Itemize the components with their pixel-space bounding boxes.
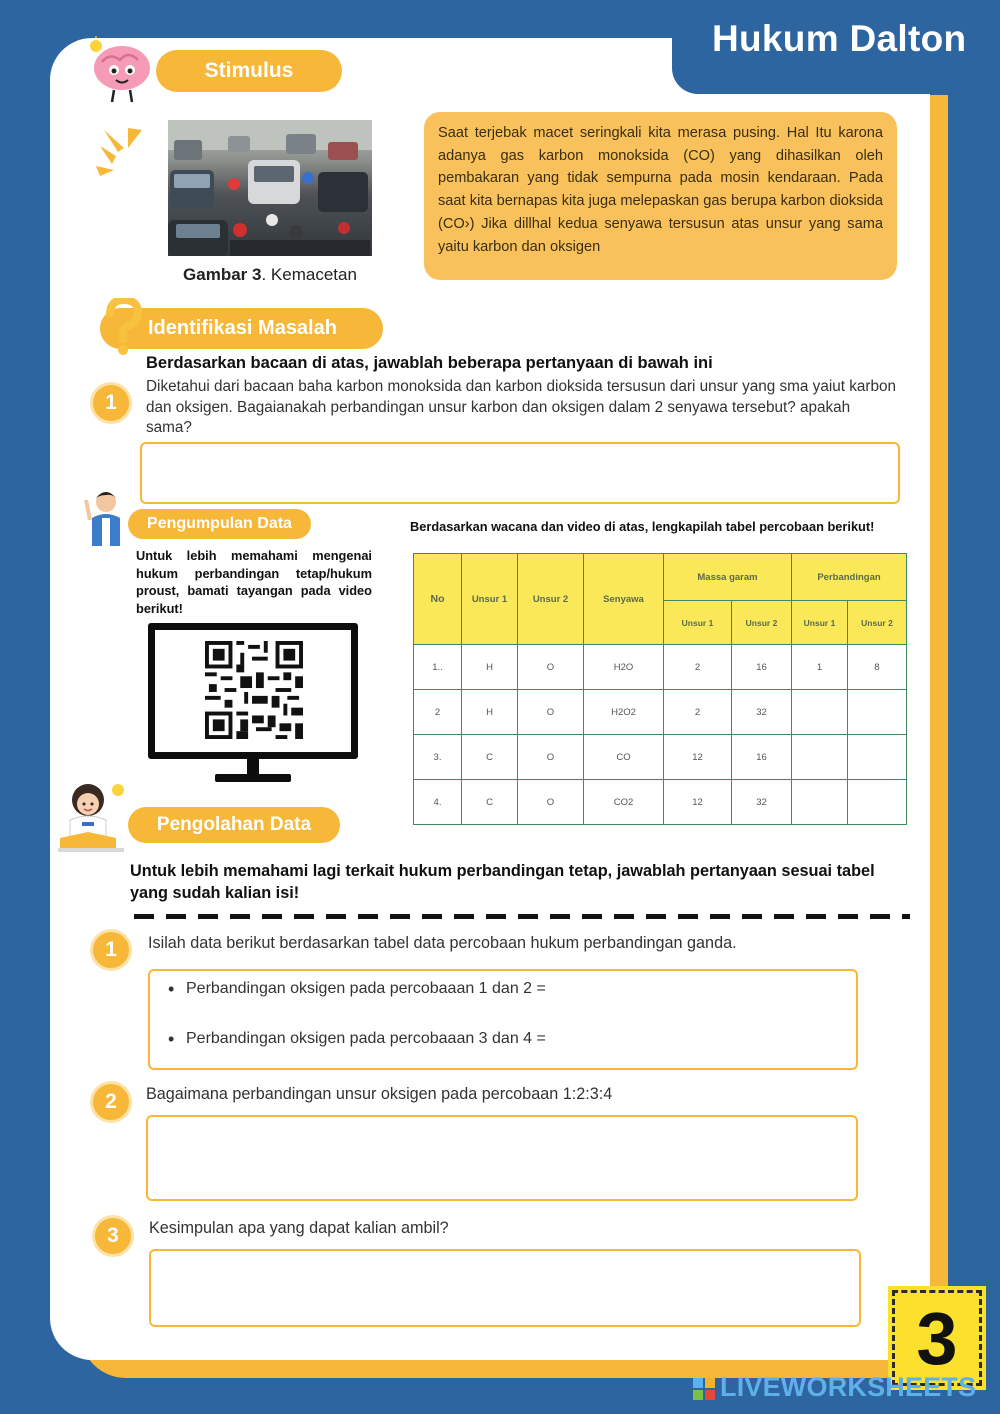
identifikasi-heading: Berdasarkan bacaan di atas, jawablah beberapa pertanyaan di bawah ini [146,354,713,372]
girl-reading-icon [56,776,128,856]
header-massa-unsur2: Unsur 2 [732,601,792,645]
pengolahan-label: Pengolahan Data [128,807,340,843]
step-3-number: 3 [92,1215,134,1257]
cell-unsur2: O [518,735,584,780]
cell-senyawa: H2O2 [584,690,664,735]
cell-senyawa: H2O [584,645,664,690]
table-title: Berdasarkan wacana dan video di atas, lengkapilah tabel percobaan berikut! [410,519,875,534]
cell-perb-unsur2[interactable]: 8 [848,645,907,690]
question-1-number: 1 [90,382,132,424]
cell-senyawa: CO [584,735,664,780]
identifikasi-label: Identifikasi Masalah [100,308,383,349]
table-row [414,780,907,825]
page-number-badge: 3 [892,1290,982,1386]
cell-perb-unsur1[interactable] [792,690,848,735]
step-3-text: Kesimpulan apa yang dapat kalian ambil? [149,1219,449,1237]
step-1-bullets [160,980,546,1080]
step-3-answer-input[interactable] [149,1249,861,1327]
cell-unsur1: C [462,735,518,780]
cell-perb-unsur1[interactable] [792,780,848,825]
step-1-text: Isilah data berikut berdasarkan tabel data percobaan hukum perbandingan ganda. [148,934,737,952]
cell-massa-unsur1: 12 [664,735,732,780]
cell-perb-unsur2[interactable] [848,735,907,780]
cell-unsur2: O [518,645,584,690]
traffic-jam-photo [168,120,372,256]
cell-unsur2: O [518,780,584,825]
liveworksheets-logo-icon [693,1378,715,1400]
step-2-number: 2 [90,1081,132,1123]
liveworksheets-watermark: LIVEWORKSHEETS [720,1372,977,1402]
header-massa-garam: Massa garam [664,554,792,601]
cell-massa-unsur1: 2 [664,645,732,690]
cell-perb-unsur2[interactable] [848,690,907,735]
dashed-divider [134,914,910,919]
cell-massa-unsur2: 16 [732,645,792,690]
cell-unsur1: H [462,690,518,735]
cell-perb-unsur1[interactable]: 1 [792,645,848,690]
table-row [414,645,907,690]
cell-massa-unsur1: 12 [664,780,732,825]
header-no: No [414,554,462,645]
cell-senyawa: CO2 [584,780,664,825]
cell-unsur1: H [462,645,518,690]
table-row [414,735,907,780]
page-title: Hukum Dalton [712,18,967,59]
list-item: • Perbandingan oksigen pada percobaaan 1 dan 2 = [160,980,546,1030]
cell-perb-unsur2[interactable] [848,780,907,825]
brain-mascot-icon [84,36,156,108]
cell-massa-unsur2: 32 [732,780,792,825]
header-massa-unsur1: Unsur 1 [664,601,732,645]
cell-perb-unsur1[interactable] [792,735,848,780]
table-row [414,690,907,735]
header-unsur2: Unsur 2 [518,554,584,645]
monitor-stand-neck [247,759,259,775]
header-perbandingan: Perbandingan [792,554,907,601]
qr-code-icon[interactable] [205,640,303,740]
cell-no: 2 [414,690,462,735]
header-unsur1: Unsur 1 [462,554,518,645]
stimulus-label: Stimulus [156,50,342,92]
step-2-answer-input[interactable] [146,1115,858,1201]
cell-massa-unsur2: 32 [732,690,792,735]
stimulus-text-box: Saat terjebak macet seringkali kita merasa pusing. Hal Itu karona adanya gas karbon monoksida (CO) yang dihasilkan oleh pembakaran yang tidak sempurna pada mosin kendaraan. Pada saat kita bernapas kita juga melepaskan gas berupa karbon dioksida (CO›) Jika dillhal kedua senyawa tersusun atas unsur yang sama yaitu karbon dan oksigen [424,112,897,280]
cell-no: 3. [414,735,462,780]
header-perb-unsur2: Unsur 2 [848,601,907,645]
pengolahan-heading: Untuk lebih memahami lagi terkait hukum perbandingan tetap, jawablah pertanyaan sesuai tabel yang sudah kalian isi! [130,862,875,902]
pengumpulan-instruction: Untuk lebih memahami mengenai hukum perbandingan tetap/hukum proust, bamati tayangan pada video berikut! [136,548,372,616]
monitor-stand-base [215,774,291,782]
cell-unsur2: O [518,690,584,735]
cell-massa-unsur1: 2 [664,690,732,735]
video-monitor[interactable] [148,623,358,759]
identifikasi-answer-input[interactable] [140,442,900,504]
pengumpulan-label: Pengumpulan Data [128,509,311,539]
burst-decoration-icon [94,126,154,176]
header-senyawa: Senyawa [584,554,664,645]
step-2-text: Bagaimana perbandingan unsur oksigen pada percobaan 1:2:3:4 [146,1085,613,1103]
cell-no: 4. [414,780,462,825]
cell-massa-unsur2: 16 [732,735,792,780]
photo-caption: Gambar 3. Kemacetan [183,265,357,284]
list-item: • Perbandingan oksigen pada percobaaan 3 dan 4 = [160,1030,546,1080]
cell-unsur1: C [462,780,518,825]
question-mark-icon [104,298,142,356]
boy-character-icon [82,488,126,548]
identifikasi-question: Diketahui dari bacaan baha karbon monoksida dan karbon dioksida tersusun dari unsur yang sma yaiut karbon dan oksigen. Bagaianakah perbandingan unsur karbon dan oksigen dalam 2 senyawa tersebut? apakah sama? [146,378,897,436]
header-perb-unsur1: Unsur 1 [792,601,848,645]
step-1-number: 1 [90,929,132,971]
cell-no: 1.. [414,645,462,690]
experiment-table [413,553,907,825]
